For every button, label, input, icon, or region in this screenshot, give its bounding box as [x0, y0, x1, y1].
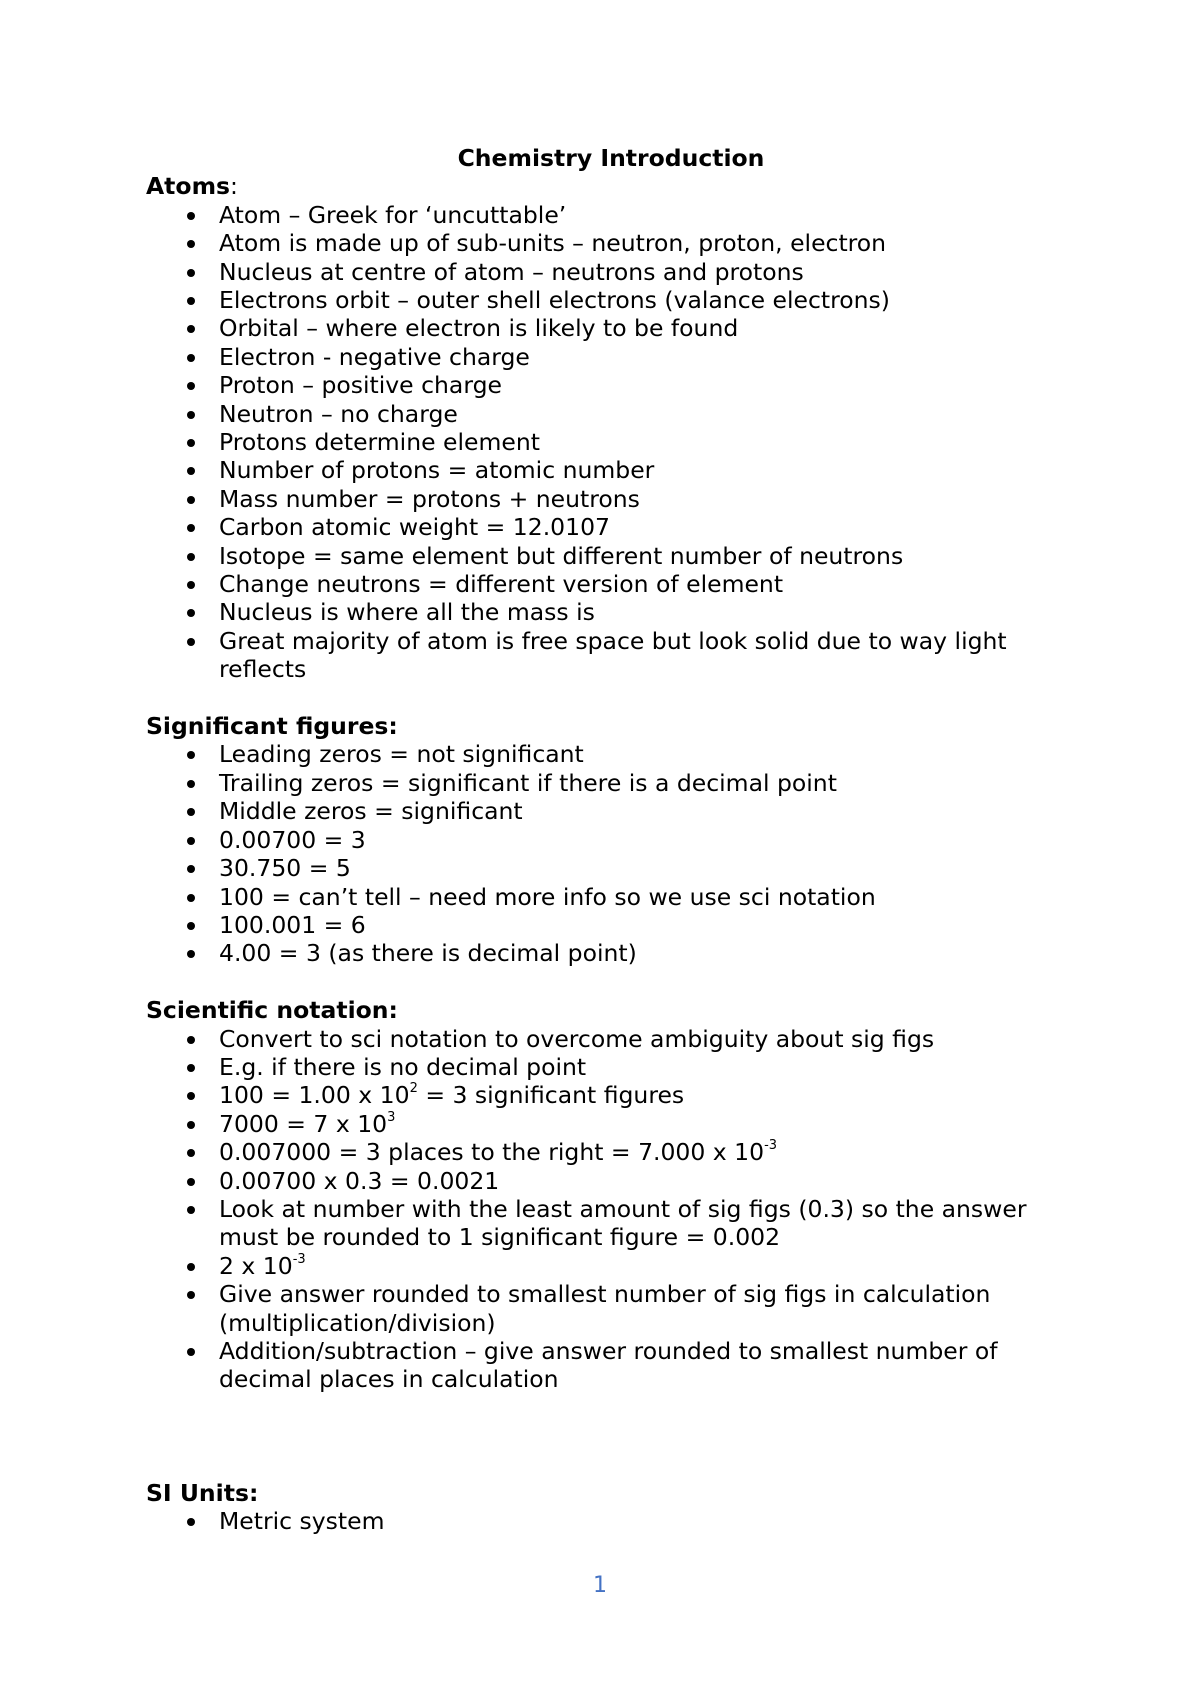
list-item — [146, 1081, 1076, 1109]
list-item-text: Protons determine element — [219, 428, 540, 457]
list-item — [146, 456, 1076, 484]
list-item — [146, 542, 1076, 570]
list-item-text: Leading zeros = not significant — [219, 740, 584, 769]
atoms-list — [146, 201, 1076, 684]
section-heading-si-units: SI Units: — [146, 1478, 259, 1507]
list-item — [146, 371, 1076, 399]
list-item-text: Neutron – no charge — [219, 399, 458, 428]
bullet-icon — [187, 1348, 195, 1356]
bullet-icon — [187, 297, 195, 305]
list-item-text: Number of protons = atomic number — [219, 456, 655, 485]
list-item-text: Middle zeros = significant — [219, 797, 523, 826]
list-item — [146, 513, 1076, 541]
bullet-icon — [187, 609, 195, 617]
bullet-icon — [187, 325, 195, 333]
list-item — [146, 826, 1076, 854]
list-item — [146, 854, 1076, 882]
exponent: -3 — [292, 1251, 306, 1267]
list-item — [146, 939, 1076, 967]
list-item-text: Trailing zeros = significant if there is a decimal point — [219, 768, 837, 797]
bullet-icon — [187, 1178, 195, 1186]
list-item-text: Great majority of atom is free space but look solid due to way light reflects — [219, 626, 1007, 684]
list-item-text: Nucleus at centre of atom – neutrons and protons — [219, 257, 804, 286]
list-item — [146, 400, 1076, 428]
list-item-text: Give answer rounded to smallest number of sig figs in calculation (multiplication/division) — [219, 1280, 991, 1337]
list-item-text: Convert to sci notation to overcome ambiguity about sig figs — [219, 1024, 935, 1053]
list-item-text: 0.00700 = 3 — [219, 825, 366, 854]
list-item-text: Orbital – where electron is likely to be found — [219, 314, 739, 343]
page-number: 1 — [593, 1573, 607, 1598]
bullet-icon — [187, 467, 195, 475]
list-item-text: Isotope = same element but different number of neutrons — [219, 541, 904, 570]
list-item-text: 100.001 = 6 — [219, 910, 366, 939]
bullet-icon — [187, 1206, 195, 1214]
list-item-text: 0.00700 x 0.3 = 0.0021 — [219, 1166, 500, 1195]
list-item-text: Atom – Greek for ‘uncuttable’ — [219, 200, 567, 229]
bullet-icon — [187, 1263, 195, 1271]
bullet-icon — [187, 240, 195, 248]
bullet-icon — [187, 496, 195, 504]
list-item-text: Proton – positive charge — [219, 371, 502, 400]
list-item — [146, 229, 1076, 257]
exponent: 2 — [409, 1081, 418, 1097]
list-item — [146, 570, 1076, 598]
bullet-icon — [187, 808, 195, 816]
list-item — [146, 428, 1076, 456]
section-heading-scientific-notation: Scientific notation: — [146, 996, 398, 1025]
list-item-text: Atom is made up of sub-units – neutron, proton, electron — [219, 229, 887, 258]
scientific-notation-list — [146, 1025, 1076, 1394]
section-heading-significant-figures: Significant figures: — [146, 712, 398, 741]
bullet-icon — [187, 354, 195, 362]
list-item-text: 7000 = 7 x 10 — [219, 1109, 388, 1138]
bullet-icon — [187, 1064, 195, 1072]
section-heading-atoms — [146, 172, 1076, 200]
bullet-icon — [187, 524, 195, 532]
list-item-text: Electron - negative charge — [219, 342, 530, 371]
bullet-icon — [187, 922, 195, 930]
bullet-icon — [187, 751, 195, 759]
list-item — [146, 1110, 1076, 1138]
list-item — [146, 883, 1076, 911]
list-item-text: 4.00 = 3 (as there is decimal point) — [219, 939, 637, 968]
list-item-text: 30.750 = 5 — [219, 854, 351, 883]
bullet-icon — [187, 638, 195, 646]
list-item-text: Mass number = protons + neutrons — [219, 484, 640, 513]
list-item — [146, 1025, 1076, 1053]
list-item-text: 100 = can’t tell – need more info so we use sci notation — [219, 882, 876, 911]
bullet-icon — [187, 1291, 195, 1299]
bullet-icon — [187, 1518, 195, 1526]
list-item-text: Electrons orbit – outer shell electrons (valance electrons) — [219, 286, 890, 314]
exponent: -3 — [764, 1138, 778, 1154]
list-item — [146, 1280, 1076, 1337]
bullet-icon — [187, 780, 195, 788]
heading-colon: : — [230, 172, 238, 201]
bullet-icon — [187, 212, 195, 220]
bullet-icon — [187, 1092, 195, 1100]
list-item-text: 2 x 10 — [219, 1251, 293, 1280]
bullet-icon — [187, 382, 195, 390]
bullet-icon — [187, 1149, 195, 1157]
bullet-icon — [187, 1121, 195, 1129]
list-item-text: 100 = 1.00 x 10 — [219, 1081, 410, 1110]
list-item — [146, 1252, 1076, 1280]
bullet-icon — [187, 1036, 195, 1044]
list-item — [146, 769, 1076, 797]
list-item-text: Nucleus is where all the mass is — [219, 598, 595, 627]
list-item-text: Metric system — [219, 1507, 385, 1536]
list-item — [146, 201, 1076, 229]
bullet-icon — [187, 269, 195, 277]
bullet-icon — [187, 581, 195, 589]
list-item — [146, 1053, 1076, 1081]
bullet-icon — [187, 553, 195, 561]
list-item-text-suffix: = 3 significant figures — [417, 1081, 685, 1110]
list-item — [146, 1337, 1076, 1394]
list-item — [146, 343, 1076, 371]
bullet-icon — [187, 950, 195, 958]
section-spacer — [146, 1394, 1076, 1479]
list-item — [146, 1507, 1076, 1535]
list-item — [146, 1138, 1076, 1166]
list-item — [146, 740, 1076, 768]
list-item-text: Look at number with the least amount of sig figs (0.3) so the answer must be rounded to 1 significant figure = 0.002 — [219, 1194, 1027, 1252]
list-item-text: Addition/subtraction – give answer rounded to smallest number of decimal places in calculation — [219, 1336, 998, 1394]
bullet-icon — [187, 894, 195, 902]
document-body — [146, 144, 1076, 1536]
list-item — [146, 911, 1076, 939]
document-title: Chemistry Introduction — [457, 144, 765, 172]
list-item — [146, 598, 1076, 626]
list-item-text: Carbon atomic weight = 12.0107 — [219, 513, 610, 542]
section-spacer — [146, 968, 1076, 996]
list-item — [146, 258, 1076, 286]
list-item — [146, 1195, 1076, 1252]
list-item — [146, 286, 1076, 314]
bullet-icon — [187, 411, 195, 419]
section-spacer — [146, 684, 1076, 712]
significant-figures-list — [146, 740, 1076, 967]
list-item-text: 0.007000 = 3 places to the right = 7.000 x 10 — [219, 1138, 765, 1167]
list-item — [146, 314, 1076, 342]
list-item-text: Change neutrons = different version of element — [219, 570, 784, 599]
list-item — [146, 1167, 1076, 1195]
list-item — [146, 797, 1076, 825]
list-item — [146, 485, 1076, 513]
exponent: 3 — [387, 1109, 396, 1125]
bullet-icon — [187, 865, 195, 873]
bullet-icon — [187, 439, 195, 447]
list-item-text: E.g. if there is no decimal point — [219, 1052, 587, 1081]
bullet-icon — [187, 837, 195, 845]
heading-text: Atoms — [146, 172, 231, 201]
si-units-list — [146, 1507, 1076, 1535]
list-item — [146, 627, 1076, 684]
